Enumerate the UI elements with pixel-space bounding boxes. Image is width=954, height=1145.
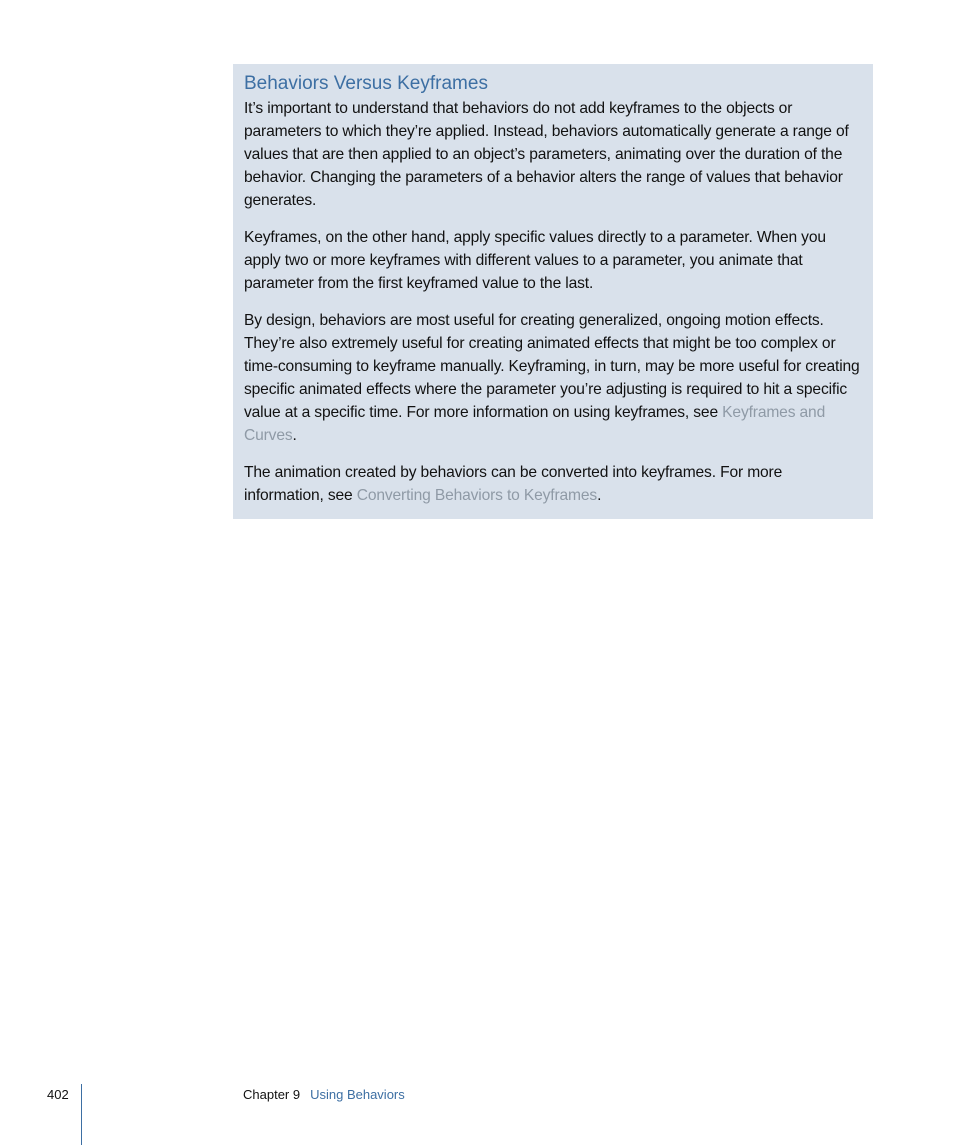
paragraph-4-text: The animation created by behaviors can be converted into keyframes. For more information, see	[244, 464, 783, 504]
paragraph-3-text: By design, behaviors are most useful for creating generalized, ongoing motion effects. They’re also extremely useful for creating animated effects that might be too complex or time-consuming to keyframe manually. Keyframing, in turn, may be more useful for creating specific animated effects where the parameter you’re adjusting is required to hit a specific value at a specific time. For more information on using keyframes, see	[244, 312, 860, 421]
paragraph-4-end: .	[597, 487, 602, 504]
sidebar-title: Behaviors Versus Keyframes	[244, 73, 488, 94]
footer-chapter	[243, 1087, 405, 1103]
chapter-label: Chapter 9	[243, 1087, 301, 1102]
sidebar-paragraph-2: Keyframes, on the other hand, apply specific values directly to a parameter. When you apply two or more keyframes with different values to a parameter, you animate that parameter from the first keyframed value to the last.	[244, 229, 826, 292]
sidebar-paragraph-4	[244, 461, 863, 507]
keyframes-and-curves-link[interactable]: Keyframes and Curves	[244, 404, 826, 444]
page-number: 402	[47, 1087, 69, 1102]
converting-behaviors-link[interactable]: Converting Behaviors to Keyframes	[356, 487, 598, 504]
footer-divider	[81, 1084, 82, 1145]
sidebar-paragraph-1: It’s important to understand that behaviors do not add keyframes to the objects or parameters to which they’re applied. Instead, behaviors automatically generate a range of values that are then applied to an object’s parameters, animating over the duration of the behavior. Changing the parameters of a behavior alters the range of values that behavior generates.	[244, 100, 849, 209]
sidebar-paragraph-3	[244, 309, 863, 447]
chapter-title: Using Behaviors	[310, 1087, 405, 1102]
sidebar-note-box	[233, 64, 873, 519]
paragraph-3-end: .	[292, 427, 297, 444]
